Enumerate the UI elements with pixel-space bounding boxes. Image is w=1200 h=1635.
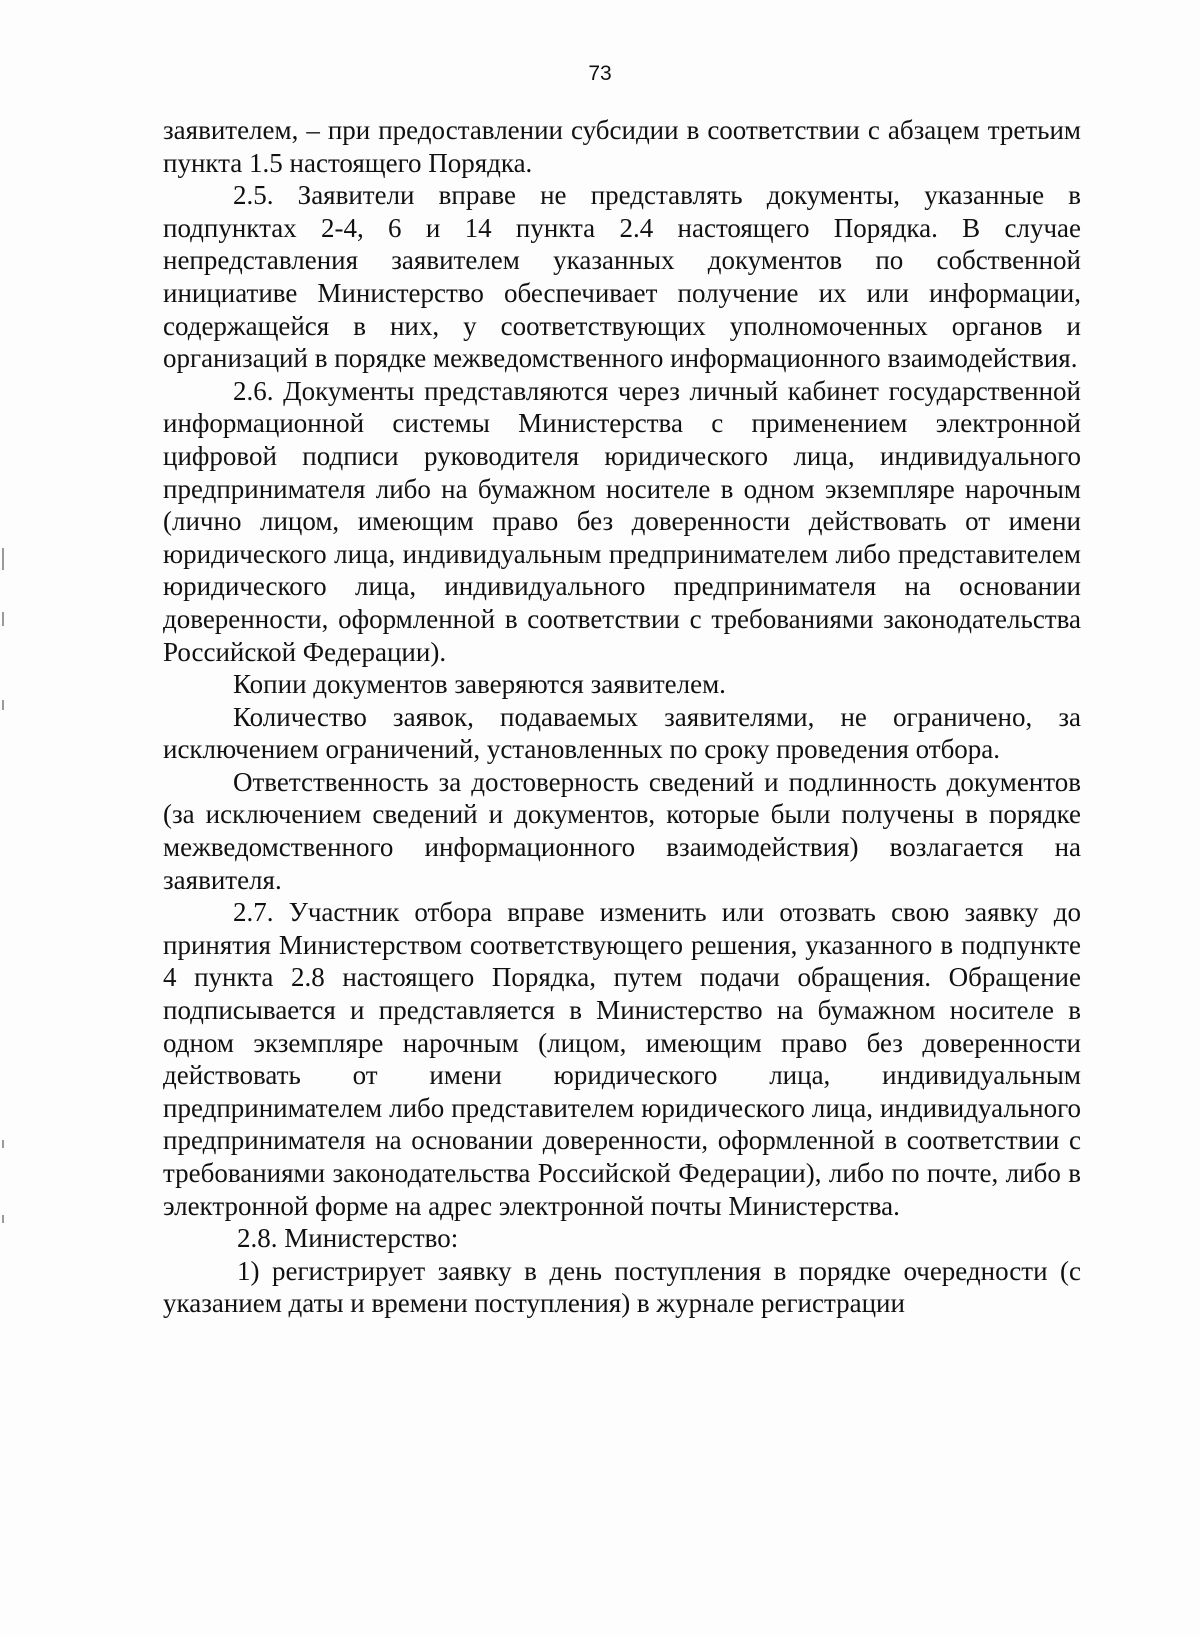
scan-edge-mark [2,548,4,570]
paragraph-2-8: 2.8. Министерство: [237,1223,459,1254]
paragraph-continuation: заявителем, – при предоставлении субсидии в соответствии с абзацем третьим пункта 1.5 настоящего Порядка. [163,115,1081,178]
paragraph-applications-count: Количество заявок, подаваемых заявителями, не ограничено, за исключением ограничений, установленных по сроку проведения отбора. [163,701,1081,765]
scan-edge-mark [2,612,4,626]
paragraph-2-7: 2.7. Участник отбора вправе изменить или отозвать свою заявку до принятия Министерством соответствующего решения, указанного в подпункте 4 пункта 2.8 настоящего Порядка, путем подачи обращения. Обращение подписывается и представляется в Министерство на бумажном носителе в одном экземпляре нарочным (лицом, имеющим право без доверенности действовать от имени юридического лица, индивидуальным предпринимателем либо представителем юридического лица, индивидуального предпринимателя на основании доверенности, оформленной в соответствии с требованиями законодательства Российской Федерации), либо по почте, либо в электронной форме на адрес электронной почты Министерства. [163,897,1081,1221]
scan-edge-mark [2,1140,4,1148]
scan-edge-mark [2,1215,4,1223]
paragraph-copies: Копии документов заверяются заявителем. [233,669,726,700]
paragraph-2-8-item-1: 1) регистрирует заявку в день поступления в порядке очередности (с указанием даты и времени поступления) в журнале регистрации [163,1255,1081,1319]
paragraph-2-6: 2.6. Документы представляются через личный кабинет государственной информационной системы Министерства с применением электронной цифровой подписи руководителя юридического лица, индивидуального предпринимателя либо на бумажном носителе в одном экземпляре нарочным (лично лицом, имеющим право без доверенности действовать от имени юридического лица, индивидуальным предпринимателем либо представителем юридического лица, индивидуального предпринимателя на основании доверенности, оформленной в соответствии с требованиями законодательства Российской Федерации). [163,375,1081,667]
scan-edge-mark [2,700,4,710]
paragraph-responsibility: Ответственность за достоверность сведений и подлинность документов (за исключением сведений и документов, которые были получены в порядке межведомственного информационного взаимодействия) возлагается на заявителя. [163,766,1081,895]
document-body [163,114,1081,1320]
paragraph-2-5: 2.5. Заявители вправе не представлять документы, указанные в подпунктах 2-4, 6 и 14 пункта 2.4 настоящего Порядка. В случае непредставления заявителем указанных документов по собственной инициативе Министерство обеспечивает получение их или информации, содержащейся в них, у соответствующих уполномоченных органов и организаций в порядке межведомственного информационного взаимодействия. [163,180,1081,374]
page-number: 73 [588,62,612,85]
